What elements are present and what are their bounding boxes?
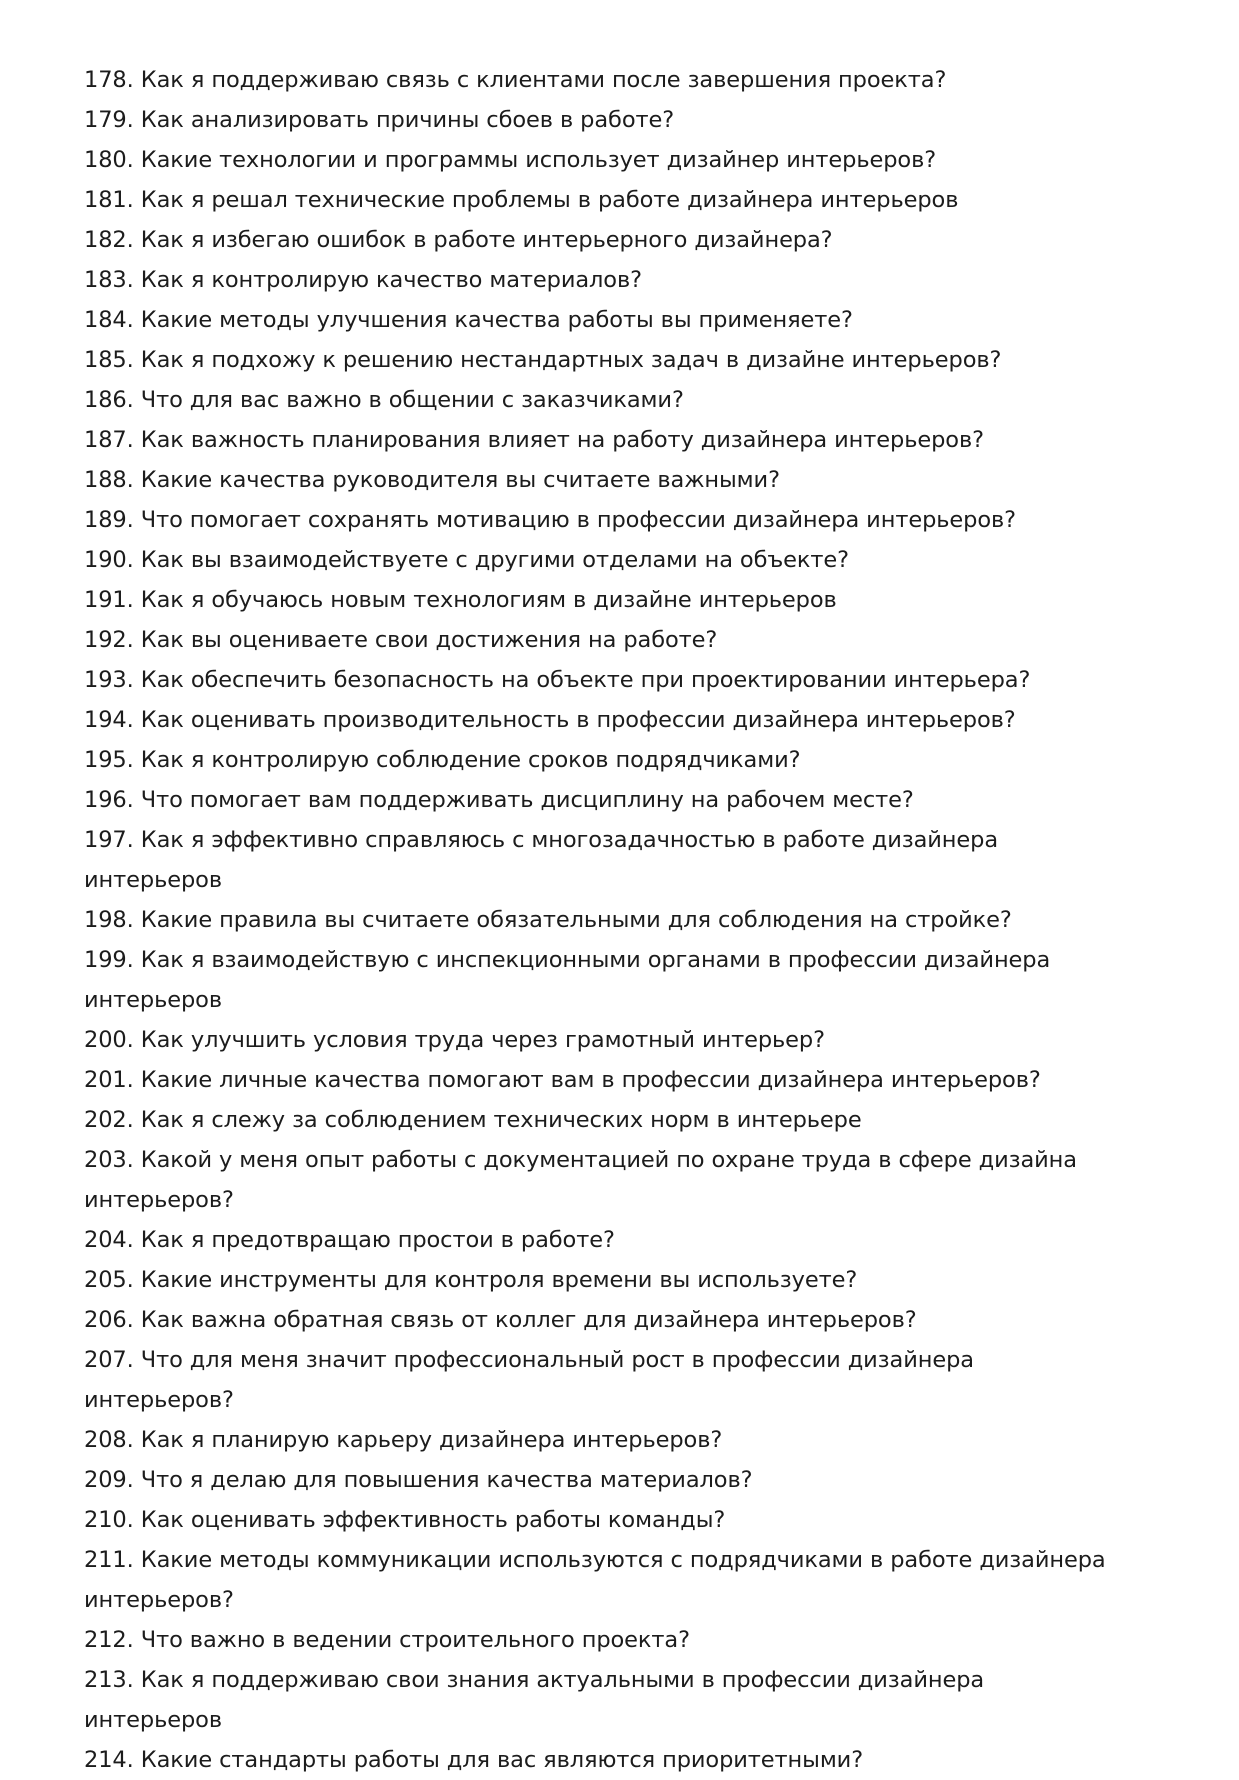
question-192: 192. Как вы оцениваете свои достижения на работе?	[84, 627, 718, 653]
question-198: 198. Какие правила вы считаете обязательными для соблюдения на стройке?	[84, 907, 1012, 933]
question-199: 199. Как я взаимодействую с инспекционными органами в профессии дизайнера интерьеров	[84, 947, 1051, 1013]
question-212: 212. Что важно в ведении строительного проекта?	[84, 1627, 690, 1653]
question-184: 184. Какие методы улучшения качества работы вы применяете?	[84, 307, 853, 333]
question-180: 180. Какие технологии и программы использует дизайнер интерьеров?	[84, 147, 937, 173]
question-210: 210. Как оценивать эффективность работы команды?	[84, 1507, 726, 1533]
question-181: 181. Как я решал технические проблемы в работе дизайнера интерьеров	[84, 187, 959, 213]
question-185: 185. Как я подхожу к решению нестандартных задач в дизайне интерьеров?	[84, 347, 1002, 373]
question-193: 193. Как обеспечить безопасность на объекте при проектировании интерьера?	[84, 667, 1031, 693]
question-187: 187. Как важность планирования влияет на работу дизайнера интерьеров?	[84, 427, 984, 453]
question-179: 179. Как анализировать причины сбоев в работе?	[84, 107, 675, 133]
question-205: 205. Какие инструменты для контроля времени вы используете?	[84, 1267, 858, 1293]
question-188: 188. Какие качества руководителя вы считаете важными?	[84, 467, 780, 493]
question-206: 206. Как важна обратная связь от коллег для дизайнера интерьеров?	[84, 1307, 917, 1333]
question-list	[84, 60, 1124, 1780]
question-194: 194. Как оценивать производительность в профессии дизайнера интерьеров?	[84, 707, 1016, 733]
question-191: 191. Как я обучаюсь новым технологиям в дизайне интерьеров	[84, 587, 837, 613]
question-202: 202. Как я слежу за соблюдением технических норм в интерьере	[84, 1107, 862, 1133]
question-182: 182. Как я избегаю ошибок в работе интерьерного дизайнера?	[84, 227, 833, 253]
question-196: 196. Что помогает вам поддерживать дисциплину на рабочем месте?	[84, 787, 914, 813]
question-213: 213. Как я поддерживаю свои знания актуальными в профессии дизайнера интерьеров	[84, 1667, 985, 1733]
question-211: 211. Какие методы коммуникации используются с подрядчиками в работе дизайнера интерьеров?	[84, 1547, 1106, 1613]
question-209: 209. Что я делаю для повышения качества материалов?	[84, 1467, 753, 1493]
question-189: 189. Что помогает сохранять мотивацию в профессии дизайнера интерьеров?	[84, 507, 1017, 533]
question-203: 203. Какой у меня опыт работы с документацией по охране труда в сфере дизайна интерьеров?	[84, 1147, 1077, 1213]
question-186: 186. Что для вас важно в общении с заказчиками?	[84, 387, 684, 413]
question-201: 201. Какие личные качества помогают вам в профессии дизайнера интерьеров?	[84, 1067, 1041, 1093]
question-207: 207. Что для меня значит профессиональный рост в профессии дизайнера интерьеров?	[84, 1347, 974, 1413]
question-178: 178. Как я поддерживаю связь с клиентами после завершения проекта?	[84, 67, 947, 93]
question-197: 197. Как я эффективно справляюсь с многозадачностью в работе дизайнера интерьеров	[84, 827, 999, 893]
document-page	[84, 60, 1124, 1780]
question-204: 204. Как я предотвращаю простои в работе?	[84, 1227, 615, 1253]
question-214: 214. Какие стандарты работы для вас являются приоритетными?	[84, 1747, 864, 1773]
question-195: 195. Как я контролирую соблюдение сроков подрядчиками?	[84, 747, 801, 773]
question-190: 190. Как вы взаимодействуете с другими отделами на объекте?	[84, 547, 850, 573]
question-208: 208. Как я планирую карьеру дизайнера интерьеров?	[84, 1427, 723, 1453]
question-183: 183. Как я контролирую качество материалов?	[84, 267, 642, 293]
question-200: 200. Как улучшить условия труда через грамотный интерьер?	[84, 1027, 825, 1053]
